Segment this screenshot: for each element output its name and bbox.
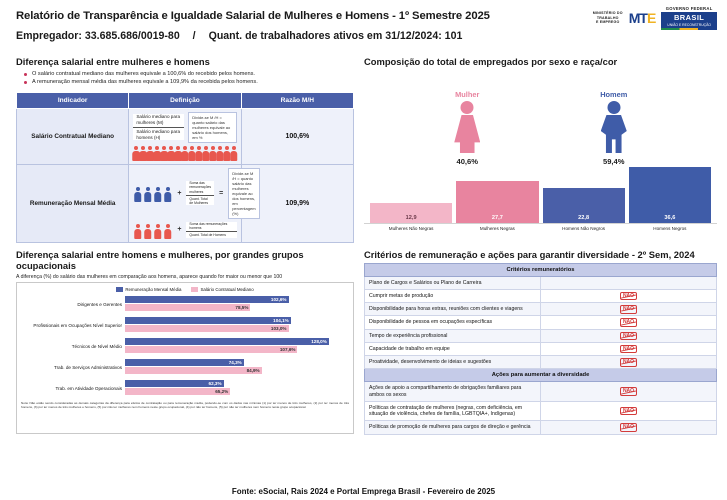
criteria-mark [541,276,717,289]
table-row [17,164,354,242]
bar-homens-nao-negros [543,188,625,223]
nao-badge: NÃO [620,407,637,416]
male-figure-block [599,90,629,166]
person-icon [154,146,160,161]
occupation-note: Nota: Não estão sendo consideradas as demais categorias da diferença para efeitos de contratação ou para remuneração média, podendo-se com os dados nas mínimas (1) por ter menos de três mulheres, (2) por ter menos de três homens, (3) por ter menos de três mulheres e homens, (5) por não ter mulheres nem homens neste grupo ocupacional, (4) por não ter homens, (5) por não ter mulheres nem homens neste grupo ocupacional. [21,400,349,409]
criteria-mark [541,303,717,316]
person-icon [163,224,172,239]
person-icon [133,146,139,161]
table-section-header [365,369,717,382]
bar-homens-negros [629,167,711,223]
bar-mulheres-nao-negras [370,203,452,223]
col-definicao: Definição [129,92,241,108]
occupation-label: Dirigentes e Gerentes [77,301,122,307]
occupation-description: A diferença (%) do salário das mulheres em comparação aos homens, aparece quando for maior ou menor que 100 [16,273,283,280]
table-row [17,108,354,164]
occupation-row-tecnicos [21,337,349,356]
action-mark [541,382,717,401]
report-header [0,0,727,56]
occupation-label: Profissionais em Ocupações Nível Superior [33,322,122,328]
women-pictogram-group [133,184,172,202]
salary-bullets [16,70,354,87]
bar-salario: 107,6% [125,346,297,353]
people-pictogram-row [133,146,236,161]
fraction-women: $\frac{\text{Soma das remunerações mulheres}}{\text{Quant. Total de Mulheres}}$ [186,181,214,205]
nao-badge: NÃO [620,358,637,367]
occupation-label: Técnicos de Nível Médio [71,343,122,349]
criteria-label: Capacidade de trabalho em equipe [365,342,541,355]
bar-value: 27,7 [491,215,503,221]
bar-remuneracao: 104,1% [125,317,291,324]
nao-badge: NÃO [620,423,637,432]
female-pct: 40,6% [456,157,479,166]
occupation-section-title: Diferença salarial entre homens e mulheres, por grandes grupos ocupacionais [16,248,304,271]
salary-indicators-table [16,92,354,243]
person-icon [168,146,174,161]
composition-section [364,56,717,243]
criteria-label: Disponibilidade para horas extras, reuniões com clientes e viagens [365,303,541,316]
criteria-group1-header: Critérios remuneratórios [365,263,717,276]
composition-section-title: Composição do total de empregados por sexo e raça/cor [364,56,618,67]
bar-remuneracao: 62,3% [125,380,224,387]
race-bars [364,166,717,224]
legend-swatch-blue [116,287,123,292]
occupation-bars [125,317,349,333]
occupation-bars [125,380,349,396]
table-row [365,316,717,329]
legend-swatch-pink [191,287,198,292]
occupation-bars [125,296,349,312]
occupation-label: Trab. de Serviços Administrativos [54,364,122,370]
person-icon [182,146,188,161]
male-label: Homem [600,90,628,99]
header-separator: / [192,30,196,42]
table-row [365,303,717,316]
list-item: O salário contratual mediano das mulheres equivale a 100,6% do recebido pelos homens. [24,70,354,78]
criteria-table [364,263,717,435]
list-item: A remuneração mensal média das mulheres equivale a 109,9% da recebida pelos homens. [24,78,354,86]
col-indicador: Indicador [17,92,129,108]
table-header-row [17,92,354,108]
bar-salario: 78,5% [125,304,250,311]
legend-item-remuneracao: Remuneração Mensal Média [116,287,181,292]
bar-salario: 103,0% [125,325,289,332]
gov-federal-logo: GOVERNO FEDERAL BRASIL UNIÃO E RECONSTRUÇÃO [661,6,717,30]
men-formula-row [133,221,236,239]
person-icon [203,146,209,161]
composition-chart [364,70,717,238]
definition-remuneracao-media [129,164,256,242]
female-label: Mulher [455,90,480,99]
person-icon [217,146,223,161]
salary-difference-section [16,56,354,243]
government-logos [593,6,717,30]
bar-salario: 65,2% [125,388,230,395]
equals-sign: = [219,189,224,197]
table-row [365,382,717,401]
men-pictogram-group [133,221,172,239]
occupation-bars [125,359,349,375]
indicator-remuneracao-media: Remuneração Mensal Média [17,164,129,242]
ratio-remuneracao-media: 109,9% [241,164,353,242]
bar-value: 36,6 [664,215,676,221]
criteria-mark [541,356,717,369]
gender-figures [364,70,717,166]
fraction-men: $\frac{\text{Soma das remunerações homens}}{\text{Quant. Total de Homens}}$ [186,222,236,238]
bar-label: Homens Não Negros [562,226,606,231]
man-icon [599,101,629,153]
formula-explanation: Divide-se M /H = quanto salário das mulheres equivale ao salário dos homens, em % [188,112,236,143]
formula-explanation: Divide-se M /H = quanto salário das mulheres equivale ao dos homens, em percentagem (%) [228,168,259,219]
occupation-chart [16,282,354,434]
bar-remuneracao: 74,3% [125,359,244,366]
col-razao: Razão M/H [241,92,353,108]
person-icon [153,224,162,239]
occupation-row-dirigentes [21,295,349,314]
action-label: Políticas de promoção de mulheres para cargos de direção e gerência [365,421,541,434]
table-row [365,356,717,369]
salary-section-title: Diferença salarial entre mulheres e homens [16,56,210,67]
occupation-label: Trab. em Atividade Operacionais [55,385,122,391]
bar-value: 12,9 [405,215,417,221]
definition-salario-contratual [129,108,241,164]
criteria-section [364,249,717,435]
row-upper [0,56,727,243]
occupation-row-operacionais [21,379,349,398]
nao-badge: NÃO [620,292,637,301]
criteria-group2-header: Ações para aumentar a diversidade [365,369,717,382]
criteria-mark [541,316,717,329]
employer-label: Empregador: 33.685.686/0019-80 [16,30,180,42]
criteria-mark [541,329,717,342]
chart-legend [21,287,349,292]
criteria-label: Plano de Cargos e Salários ou Plano de Carreira [365,276,541,289]
bar-mulheres-negras [456,181,538,223]
person-icon [196,146,202,161]
person-icon [133,187,142,202]
bar-value: 22,8 [578,215,590,221]
person-icon [210,146,216,161]
nao-badge: NÃO [620,345,637,354]
bar-label: Homens Negros [653,226,687,231]
table-row [365,290,717,303]
ratio-salario-contratual: 100,6% [241,108,353,164]
bar-salario: 84,9% [125,367,262,374]
criteria-label: Proatividade, desenvolvimento de ideias e sugestões [365,356,541,369]
nao-badge: NÃO [620,332,637,341]
person-icon [175,146,181,161]
action-mark [541,421,717,434]
occupation-row-administrativos [21,358,349,377]
plus-sign: + [177,189,182,197]
plus-sign: + [177,226,182,234]
mte-mark-icon: MTE [628,10,656,26]
person-icon [224,146,230,161]
criteria-section-title: Critérios de remuneração e ações para garantir diversidade - 2º Sem, 2024 [364,248,695,260]
person-icon [161,146,167,161]
bar-label: Mulheres Não Negras [388,226,434,231]
action-label: Ações de apoio a compartilhamento de obrigações familiares para ambos os sexos [365,382,541,401]
nao-badge: NÃO [620,305,637,314]
action-mark [541,401,717,420]
remuneration-formula-row [133,168,256,219]
person-icon [163,187,172,202]
flag-stripe-icon [661,28,717,30]
person-icon [189,146,195,161]
employer-line [16,30,717,42]
row-lower [0,245,727,435]
person-icon [147,146,153,161]
criteria-mark [541,290,717,303]
occupation-bars [125,338,349,354]
formula-block [133,112,236,143]
table-section-header [365,263,717,276]
table-row [365,276,717,289]
footer-source: Fonte: eSocial, Rais 2024 e Portal Emprega Brasil - Fevereiro de 2025 [231,487,496,496]
workers-count-label: Quant. de trabalhadores ativos em 31/12/2024: 101 [208,30,463,42]
race-bar-labels [364,224,717,231]
table-row [365,329,717,342]
bar-remuneracao: 102,6% [125,296,289,303]
ministry-logo: MINISTÉRIO DO TRABALHO E EMPREGO [592,10,623,25]
nao-badge: NÃO [620,387,637,396]
legend-item-salario: Salário Contratual Mediano [191,287,253,292]
table-row [365,401,717,420]
person-icon [143,187,152,202]
person-icon [143,224,152,239]
person-icon [140,146,146,161]
male-pct: 59,4% [602,157,625,166]
table-row [365,342,717,355]
criteria-mark [541,342,717,355]
criteria-label: Tempo de experiência profissional [365,329,541,342]
person-icon [153,187,162,202]
bar-remuneracao: 128,0% [125,338,329,345]
fraction: $\frac{\text{Salário mediano para mulheres (M)}}{\text{Salário mediano para homens (H)}}$ [133,114,184,140]
criteria-label: Disponibilidade de pessoa em ocupações específicas [365,316,541,329]
indicator-salario-contratual: Salário Contratual Mediano [17,108,129,164]
page-title: Relatório de Transparência e Igualdade Salarial de Mulheres e Homens - 1º Semestre 2025 [16,10,490,22]
criteria-label: Cumprir metas de produção [365,290,541,303]
person-icon [133,224,142,239]
bar-label: Mulheres Negras [479,226,515,231]
female-figure-block [452,90,482,166]
woman-icon [452,101,482,153]
nao-badge: NÃO [620,318,637,327]
occupation-row-profissionais [21,316,349,335]
person-icon [231,146,237,161]
action-label: Políticas de contratação de mulheres (negras, com deficiência, em situação de violência, chefes de família, LGBTQIA+, Indígenas) [365,401,541,420]
table-row [365,421,717,434]
occupation-section [16,249,354,435]
